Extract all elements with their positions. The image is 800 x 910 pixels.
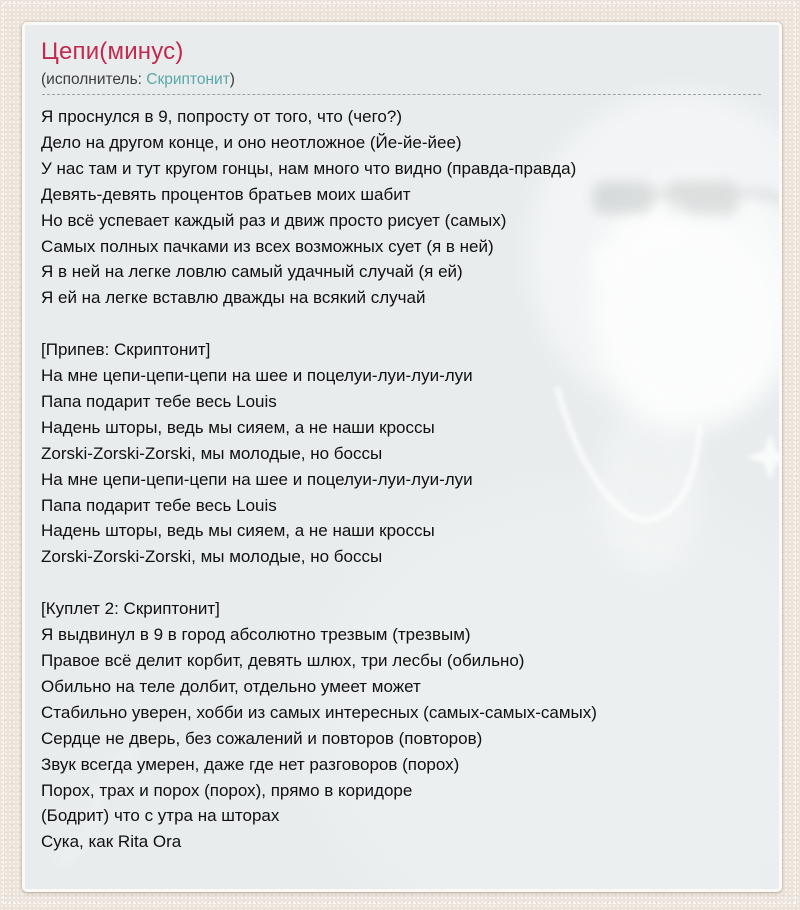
header-separator [42,94,761,95]
lyric-line: Надень шторы, ведь мы сияем, а не наши кроссы [41,417,435,437]
artist-line [41,69,763,91]
lyric-line: Папа подарит тебе весь Louis [41,391,277,411]
lyric-line: Надень шторы, ведь мы сияем, а не наши кроссы [41,521,435,541]
lyric-line: Сердце не дверь, без сожалений и повторов (повторов) [41,728,483,748]
lyric-line: У нас там и тут кругом гонцы, нам много что видно (правда-правда) [41,158,577,178]
lyric-block-1 [41,337,763,570]
artist-label-open: (исполнитель: [41,71,147,88]
song-header [25,37,779,95]
lyric-line: [Куплет 2: Скриптонит] [41,599,220,619]
page-title: Цепи(минус) [41,38,184,65]
lyric-line: Zorski-Zorski-Zorski, мы молодые, но боссы [41,443,383,463]
lyric-line: Zorski-Zorski-Zorski, мы молодые, но боссы [41,547,383,567]
lyric-line: Самых полных пачками из всех возможных сует (я в ней) [41,236,494,256]
lyric-line: (Бодрит) что с утра на шторах [41,806,280,826]
lyrics-text [41,104,763,855]
lyrics-card [22,22,782,892]
lyric-line: Я в ней на легке ловлю самый удачный случай (я ей) [41,262,463,282]
lyric-line: Я выдвинул в 9 в город абсолютно трезвым (трезвым) [41,625,471,645]
lyric-line: Порох, трах и порох (порох), прямо в коридоре [41,780,413,800]
lyric-line: Дело на другом конце, и оно неотложное (Йе-йе-йее) [41,132,462,152]
artist-label-close: ) [229,71,235,88]
lyric-line: Папа подарит тебе весь Louis [41,495,277,515]
lyric-line: На мне цепи-цепи-цепи на шее и поцелуи-луи-луи-луи [41,469,473,489]
lyric-block-2 [41,596,763,855]
lyric-line: [Припев: Скриптонит] [41,340,211,360]
lyric-line: Правое всё делит корбит, девять шлюх, три лесбы (обильно) [41,651,525,670]
lyric-line: Стабильно уверен, хобби из самых интересных (самых-самых-самых) [41,702,597,722]
lyric-line: Но всё успевает каждый раз и движ просто рисует (самых) [41,210,507,230]
lyric-line: Звук всегда умерен, даже где нет разговоров (порох) [41,754,460,774]
lyric-line: Сука, как Rita Ora [41,832,182,852]
lyric-line: На мне цепи-цепи-цепи на шее и поцелуи-луи-луи-луи [41,366,473,386]
lyric-line: Я ей на легке вставлю дважды на всякий случай [41,288,426,308]
lyric-line: Я проснулся в 9, попросту от того, что (чего?) [41,107,402,126]
lyrics-card-inner [25,25,779,889]
artist-link[interactable]: Скриптонит [146,71,230,88]
lyric-line: Девять-девять процентов братьев моих шабит [41,184,411,204]
lyric-block-0 [41,104,763,311]
lyric-line: Обильно на теле долбит, отдельно умеет может [41,676,421,696]
